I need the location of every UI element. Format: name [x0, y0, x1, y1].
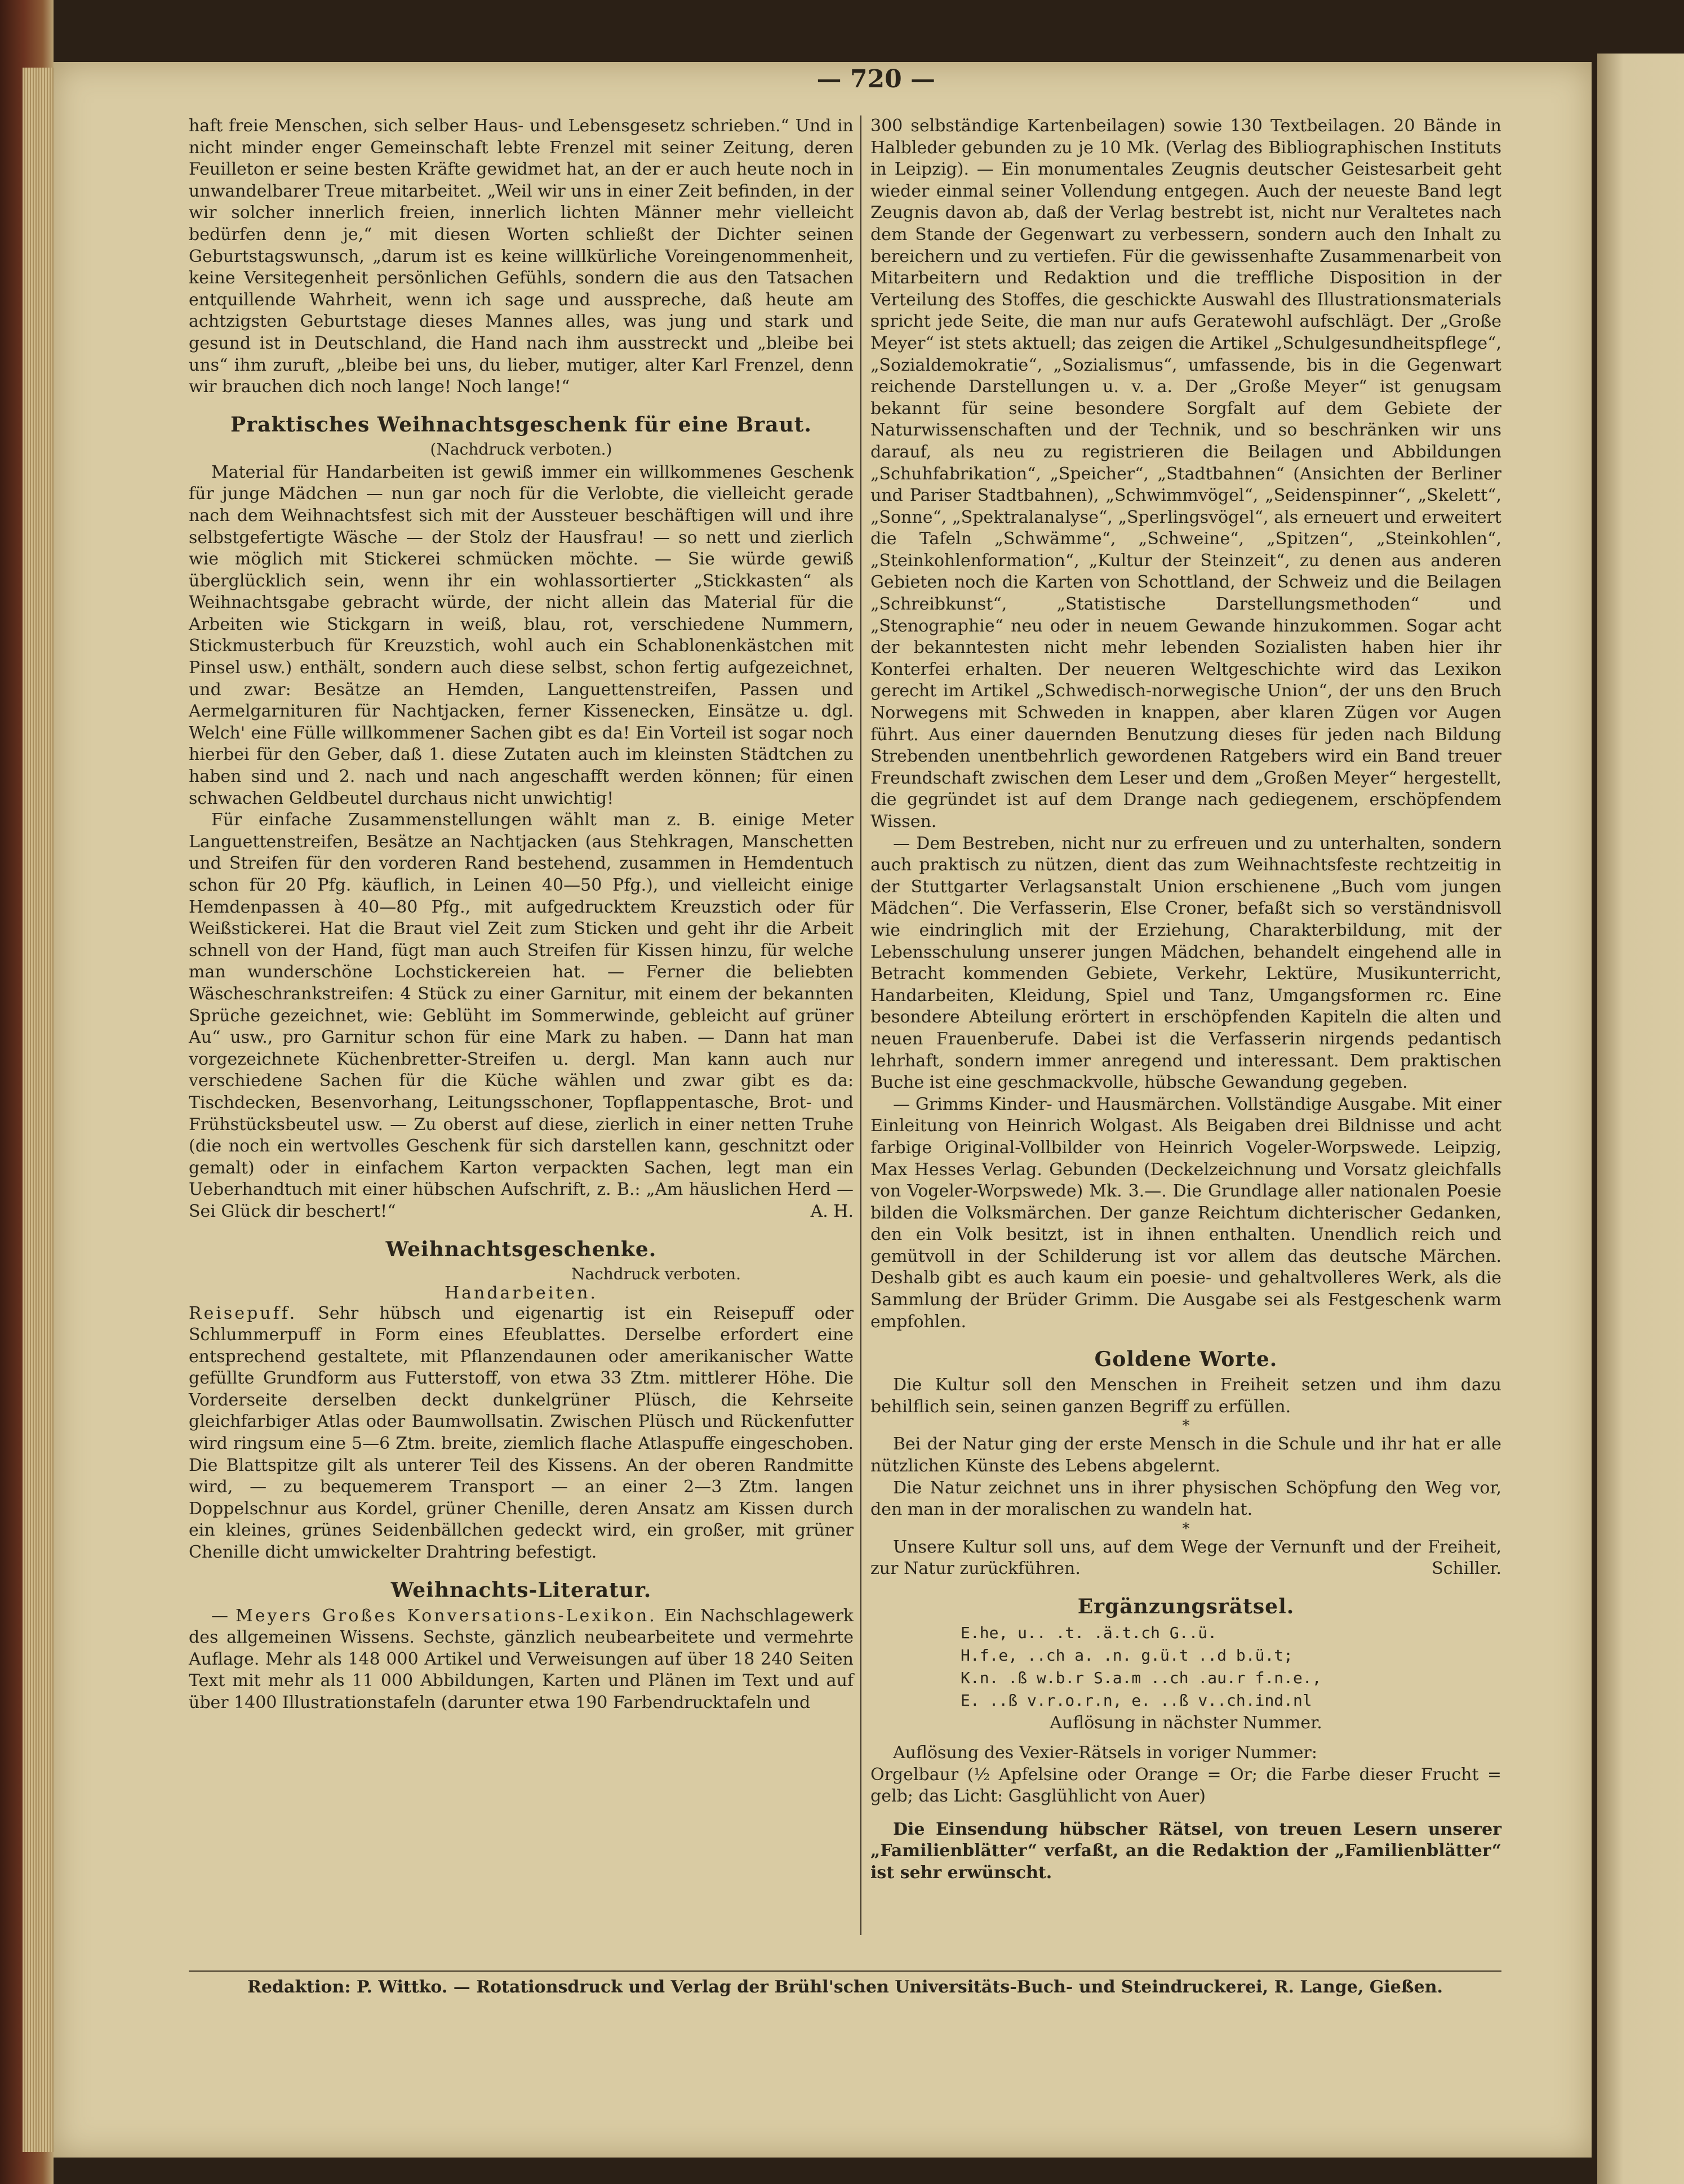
riddle-line: K.n. .ß w.b.r S.a.m ..ch .au.r f.n.e., — [961, 1669, 1322, 1687]
reisepuff-lead: Reisepuff. — [189, 1303, 297, 1323]
reisepuff-paragraph — [189, 1303, 854, 1564]
section-heading-weihnachtsgeschenke: Weihnachtsgeschenke. — [385, 1237, 657, 1261]
solution-title: Auflösung des Vexier-Rätsels in voriger Nummer: — [893, 1743, 1317, 1763]
riddle-line: H.f.e, ..ch a. .n. g.ü.t ..d b.ü.t; — [961, 1646, 1294, 1665]
grimm-paragraph: — Grimms Kinder- und Hausmärchen. Vollständige Ausgabe. Mit einer Einleitung von Heinrich Wolgast. Als Beigaben drei Bildnisse und acht farbige Original-Vollbilder von Heinrich Vogeler-Worpswede. Leipzig, Max Hesses Verlag. Gebunden (Deckelzeichnung und Vorsatz gleichfalls von Vogeler-Worpswede) Mk. 3.—. Die Grundlage aller nationalen Poesie bilden die Volksmärchen. Der ganze Reichtum dichterischer Gedanken, den ein Volk besitzt, ist in ihnen enthalten. Unendlich reich und gemütvoll in der Schilderung ist vor allem das deutsche Märchen. Deshalb gibt es auch kaum ein poesie- und gehaltvolleres Werk, als die Sammlung der Brüder Grimm. Die Ausgabe sei als Festgeschenk warm empfohlen. — [870, 1094, 1501, 1332]
golden-quote-1: Die Kultur soll den Menschen in Freiheit setzen und ihm dazu behilflich sein, seinen ganzen Begriff zu erfüllen. — [870, 1375, 1501, 1417]
intro-paragraph: haft freie Menschen, sich selber Haus- und Lebensgesetz schrieben.“ Und in nicht minder enger Gemeinschaft lebte Frenzel mit seiner Zeitung, deren Feuilleton er seine besten Kräfte gewidmet hat, an der er auch heute noch in unwandelbarer Treue mitarbeitet. „Weil wir uns in einer Zeit befinden, in der wir solcher innerlich freien, innerlich lichten Männer mehr vielleicht bedürfen denn je,“ mit diesen Worten schließt der Dichter seinen Geburtstagswunsch, „darum ist es keine willkürliche Voreingenommenheit, keine Versitegenheit persönlichen Gefühls, sondern die aus den Tatsachen entquillende Wahrheit, wenn ich sage und ausspreche, daß heute am achtzigsten Geburtstage dieses Mannes alles, was jung und stark und gesund ist in Deutschland, die Hand nach ihm ausstreckt und „bleibe bei uns“ ihm zuruft, „bleibe bei uns, du lieber, mutiger, alter Karl Frenzel, denn wir brauchen dich noch lange! Noch lange!“ — [189, 116, 854, 397]
meyers-continuation: 300 selbständige Kartenbeilagen) sowie 130 Textbeilagen. 20 Bände in Halbleder gebunden zu je 10 Mk. (Verlag des Bibliographischen Instituts in Leipzig). — Ein monumentales Zeugnis deutscher Geistesarbeit geht wieder einmal seiner Vollendung entgegen. Auch der neueste Band legt Zeugnis davon ab, daß der Verlag bestrebt ist, nicht nur Veraltetes nach dem Stande der Gegenwart zu verbessern, sondern auch den Inhalt zu bereichern und zu vertiefen. Für die gewissenhafte Zusammenarbeit von Mitarbeitern und Redaktion und die treffliche Disposition in der Verteilung des Stoffes, die geschickte Auswahl des Illustrationsmaterials spricht jede Seite, die man nur aufs Geratewohl aufschlägt. Der „Große Meyer“ ist stets aktuell; das zeigen die Artikel „Schulgesundheitspflege“, „Sozialdemokratie“, „Sozialismus“, umfassende, bis in die Gegenwart reichende Darstellungen u. v. a. Der „Große Meyer“ ist genugsam bekannt für seine besondere Sorgfalt auf dem Gebiete der Naturwissenschaften und der Technik, und so beschränken wir uns darauf, als neu zu registrieren die Beilagen und Abbildungen „Schuhfabrikation“, „Speicher“, „Stadtbahnen“ (Ansichten der Berliner und Pariser Stadtbahnen), „Schwimmvögel“, „Seidenspinner“, „Skelett“, „Sonne“, „Spektralanalyse“, „Sperlingsvögel“, als erneuert und erweitert die Tafeln „Schwämme“, „Schweine“, „Spitzen“, „Steinkohlen“, „Steinkohlenformation“, „Kultur der Steinzeit“, zu denen aus anderen Gebieten noch die Karten von Schottland, der Schweiz und die Beilagen „Schreibkunst“, „Statistische Darstellungsmethoden“ und „Stenographie“ neu oder in neuem Gewande hinzukommen. Sogar acht der bekanntesten nicht mehr lebenden Sozialisten haben hier ihr Konterfei erhalten. Der neueren Weltgeschichte wird das Lexikon gerecht im Artikel „Schwedisch-norwegische Union“, der uns den Bruch Norwegens mit Schweden in knappen, aber klaren Zügen vor Augen führt. Aus einer dauernden Benutzung dieses für jeden nach Bildung Strebenden unentbehrlich gewordenen Ratgebers wird ein Band treuer Freundschaft zwischen dem Leser und dem „Großen Meyer“ hergestellt, die gegründet ist auf dem Drange nach gediegenem, erschöpfendem Wissen. — [870, 116, 1501, 831]
imprint-footer: Redaktion: P. Wittko. — Rotationsdruck und Verlag der Brühl'schen Universitäts-Buch- und Steindruckerei, R. Lange, Gießen. — [247, 1977, 1443, 1997]
next-page-edge — [1597, 54, 1684, 2184]
braut-paragraph-2-text: Für einfache Zusammenstellungen wählt man z. B. einige Meter Languettenstreifen, Besätze an Nachtjacken (aus Stehkragen, Manschetten und Streifen für den vorderen Rand bestehend, zusammen in Hemdentuch schon für 20 Pfg. käuflich, in Leinen 40—50 Pfg.), und vielleicht einige Hemdenpassen à 40—80 Pfg., mit aufgedrucktem Kreuzstich oder für Weißstickerei. Hat die Braut viel Zeit zum Sticken und geht ihr die Arbeit schnell von der Hand, fügt man auch Streifen für Kissen hinzu, für welche man wunderschöne Lochstickereien hat. — Ferner die beliebten Wäscheschrankstreifen: 4 Stück zu einer Garnitur, mit einem der bekannten Sprüche gezeichnet, wie: Geblüht im Sommerwinde, gebleicht auf grüner Au“ usw., pro Garnitur schon für eine Mark zu haben. — Dann hat man vorgezeichnete Küchenbretter-Streifen u. dergl. Man kann auch nur verschiedene Sachen für die Küche wählen und zwar gibt es da: Tischdecken, Besenvorhang, Leitungsschoner, Topflappentasche, Brot- und Frühstücksbeutel usw. — Zu oberst auf diese, zierlich in einer netten Truhe (die noch ein wertvolles Geschenk für sich darstellen kann, geschnitzt oder gemalt) oder in einfachem Karton verpackten Sachen, legt man ein Ueberhandtuch mit einer hübschen Aufschrift, z. B.: „Am häuslichen Herd — Sei Glück dir beschert!“ — [189, 810, 854, 1221]
solution-text: Orgelbaur (½ Apfelsine oder Orange = Or; die Farbe dieser Frucht = gelb; das Licht: Gasglühlicht von Auer) — [870, 1764, 1501, 1807]
braut-signature: A. H. — [810, 1201, 854, 1221]
meyers-text: Ein Nachschlagewerk des allgemeinen Wissens. Sechste, gänzlich neubearbeitete und vermehrte Auflage. Mehr als 148 000 Artikel und Verweisungen auf über 18 240 Seiten Text mit mehr als 11 000 Abbildungen, Karten und Plänen im Text und auf über 1400 Illustrationstafeln (darunter etwa 190 Farbendrucktafeln und — [189, 1605, 854, 1712]
left-column — [189, 115, 854, 1714]
golden-quote-2b: Die Natur zeichnet uns in ihrer physischen Schöpfung den Weg vor, den man in der moralischen zu wandeln hat. — [870, 1478, 1501, 1520]
maedchen-paragraph: — Dem Bestreben, nicht nur zu erfreuen und zu unterhalten, sondern auch praktisch zu nützen, dient das zum Weihnachtsfeste rechtzeitig in der Stuttgarter Verlagsanstalt Union erschienene „Buch vom jungen Mädchen“. Die Verfasserin, Else Croner, befaßt sich so verständnisvoll wie eindringlich mit der Erziehung, Charakterbildung, mit der Lebensschulung unserer jungen Mädchen, behandelt eingehend alle in Betracht kommenden Gebiete, Verkehr, Lektüre, Musikunterricht, Handarbeiten, Kleidung, Spiel und Tanz, Umgangsformen rc. Eine besondere Abteilung erörtert in erschöpfenden Kapiteln die alten und neuen Frauenberufe. Dabei ist die Verfasserin nirgends pedantisch lehrhaft, sondern immer anregend und interessant. Dem praktischen Buche ist eine geschmackvolle, hübsche Gewandung gegeben. — [870, 833, 1501, 1093]
reisepuff-text: Sehr hübsch und eigenartig ist ein Reisepuff oder Schlummerpuff in Form eines Efeublattes. Derselbe erfordert eine entsprechend gestaltete, mit Pflanzendaunen oder amerikanischer Watte gefüllte Grundform aus Futterstoff, von etwa 33 Ztm. mittlerer Höhe. Die Vorderseite derselben deckt dunkelgrüner Plüsch, die Kehrseite gleichfarbiger Atlas oder Baumwollsatin. Zwischen Plüsch und Rückenfutter wird ringsum eine 5—6 Ztm. breite, ziemlich flache Atlaspuffe eingeschoben. Die Blattspitze gilt als unterer Teil des Kissens. An der oberen Randmitte wird, — zu bequemerem Transport — an einer 2—3 Ztm. langen Doppelschnur aus Kordel, grüner Chenille, deren Ansatz am Kissen durch ein kleines, grünes Seidenbällchen gedeckt wird, ein großer, mit grüner Chenille dicht umwickelter Drahtring befestigt. — [189, 1303, 854, 1563]
page-number: — 720 — — [816, 65, 935, 94]
separator-star: * — [1182, 1417, 1190, 1435]
braut-paragraph-1: Material für Handarbeiten ist gewiß immer ein willkommenes Geschenk für junge Mädchen — nun gar noch für die Verlobte, die vielleicht gerade nach dem Weihnachtsfest sich mit der Aussteuer beschäftigen will und ihre selbstgefertigte Wäsche — der Stolz der Hausfrau! — so nett und zierlich wie möglich mit Stickerei schmücken möchte. — Sie würde gewiß überglücklich sein, wenn ihr ein wohlassortierter „Stickkasten“ als Weihnachtsgabe gebracht würde, der nicht allein das Material für die Arbeiten wie Stickgarn in weiß, blau, rot, verschiedene Nummern, Stickmusterbuch für Kreuzstich, wohl auch ein Schablonenkästchen mit Pinsel usw.) enthält, sondern auch diese selbst, schon fertig aufgezeichnet, und zwar: Besätze an Hemden, Languettenstreifen, Passen und Aermelgarnituren für Nachtjacken, ferner Kissenecken, Einsätze u. dgl. Welch' eine Fülle willkommener Sachen gibt es da! Ein Vorteil ist sogar noch hierbei für den Geber, daß 1. diese Zutaten auch im kleinsten Städtchen zu haben sind und 2. nach und nach angeschafft werden können; für einen schwachen Geldbeutel durchaus nicht unwichtig! — [189, 462, 854, 808]
page-edges — [23, 68, 56, 2152]
riddle-line: E. ..ß v.r.o.r.n, e. ..ß v..ch.ind.nl — [961, 1691, 1312, 1710]
section-heading-goldene-worte: Goldene Worte. — [1094, 1347, 1278, 1372]
right-column — [870, 115, 1501, 1884]
golden-author: Schiller. — [1432, 1559, 1501, 1579]
footer-rule — [189, 1971, 1501, 1972]
subheading-handarbeiten: Handarbeiten. — [444, 1283, 598, 1303]
column-rule — [860, 115, 861, 1935]
riddle-note: Auflösung in nächster Nummer. — [1050, 1713, 1322, 1733]
meyers-lead: Meyers Großes Konversations-Lexikon. — [236, 1605, 657, 1626]
separator-star: * — [1182, 1520, 1190, 1537]
golden-quote-3 — [870, 1537, 1501, 1580]
section-heading-raetsel: Ergänzungsrätsel. — [1077, 1595, 1295, 1618]
golden-quote-2a: Bei der Natur ging der erste Mensch in die Schule und ihr hat er alle nützlichen Künste des Lebens abgelernt. — [870, 1434, 1501, 1476]
reprint-note: Nachdruck verboten. — [571, 1264, 741, 1283]
braut-paragraph-2 — [189, 809, 854, 1222]
section-heading-braut: Praktisches Weihnachtsgeschenk für eine Braut. — [230, 412, 812, 437]
riddle-line: E.he, u.. .t. .ä.t.ch G..ü. — [961, 1623, 1218, 1642]
golden-quote-3-text: Unsere Kultur soll uns, auf dem Wege der Vernunft und der Freiheit, zur Natur zurückführen. — [870, 1537, 1501, 1579]
reprint-note: (Nachdruck verboten.) — [430, 439, 612, 459]
closing-note: Die Einsendung hübscher Rätsel, von treuen Lesern unserer „Familienblätter“ verfaßt, an die Redaktion der „Familienblätter“ ist sehr erwünscht. — [870, 1819, 1501, 1883]
meyers-paragraph: — Meyers Großes Konversations-Lexikon. Ein Nachschlagewerk des allgemeinen Wissens. Sechste, gänzlich neubearbeitete und vermehrte Auflage. Mehr als 148 000 Artikel und Verweisungen auf über 18 240 Seiten Text mit mehr als 11 000 Abbildungen, Karten und Plänen im Text und auf über 1400 Illustrationstafeln (darunter etwa 190 Farbendrucktafeln und — [189, 1605, 854, 1712]
section-heading-literatur: Weihnachts-Literatur. — [390, 1578, 652, 1602]
